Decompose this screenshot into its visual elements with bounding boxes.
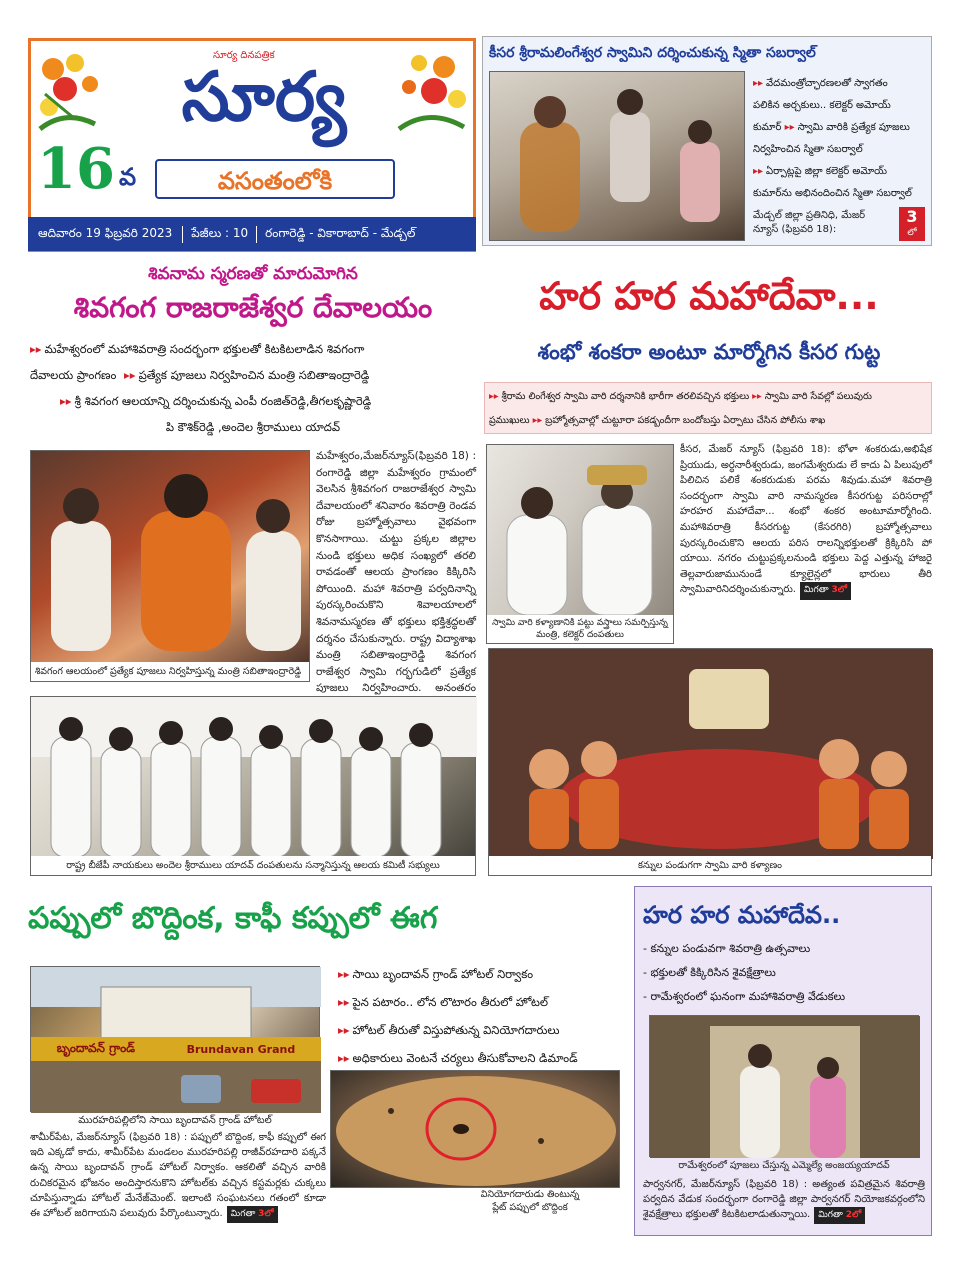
date-bar: [28, 217, 476, 251]
rameswaram-caption: రామేశ్వరంలో పూజలు చేస్తున్న ఎమ్మెల్యే అంజయ్యయాదవ్: [678, 1160, 890, 1171]
top-bullet: నిర్వహించిన స్మితా సబర్వాల్: [753, 144, 863, 155]
hara-side-body: పార్వనగర్, మేజర్‌న్యూస్ (ఫిబ్రవరి 18) : అత్యంత పవిత్రమైన శివరాత్రి పర్వదిన వేడుక సందర్భంగా రంగారెడ్డి జిల్లా పార్వనగర్ నియోజకవర్గంలోని శైవక్షేత్రాలు భక్తులతో కిటకిటలాడుతున్నాయి. మిగతా 2లో: [643, 1177, 925, 1233]
shivaganga-bullet: పి కౌశిక్‌రెడ్డి ,అందెల శ్రీరాములు యాదవ్: [165, 420, 341, 434]
hotel-sign-telugu: బృందావన్ గ్రాండ్: [56, 1040, 136, 1055]
hotel-body: శామీర్‌పేట, మేజర్‌న్యూస్ (ఫిబ్రవరి 18) : పప్పులో బొద్దింక, కాఫీ కప్పులో ఈగ ఇది ఎక్కడో కాదు, శామీర్‌పేట మండలం మురహరిపల్లి రాజీవ్‌రహదారి పక్కనే ఉన్న సాయి బృందావన్ గ్రాండ్ హోటల్ నిర్వాకం. ఆకలితో వచ్చిన వారికి రుచికరమైన భోజనం అందిస్తారనుకొని హోటల్‌కు వచ్చిన కస్టమర్లకు చుక్కలు చూపిస్తున్నాడు హోటల్ మేనేజ్‌మెంట్. ఇలాంటి సంఘటనలు గతంలో కూడా ఈ హోటల్ జరిగాయని పలువురు పేర్కొంటున్నారు. మిగతా 3లో: [30, 1130, 326, 1236]
hotel-photo: [30, 966, 320, 1112]
issue-date: ఆదివారం 19 ఫిబ్రవరి 2023: [38, 225, 173, 240]
hara-main-body: కీసర, మేజర్ న్యూస్ (ఫిబ్రవరి 18): భోళా శంకరుడు,అభిషేక ప్రియుడు, అర్ధనారీశ్వరుడు, జంగమేశ్వరుడు లే కాదు ఏ పిలుపులో పిలిచిన పలికే శంకరుడుకు పరమ శివుడు.మహా శివరాత్రి సందర్భంగా స్వామి వారి నామస్మరణ కీసరగుట్ట పరిసరాల్లో హరహర మహాదేవా... శంభో శంకర అంటూమార్మోగింది. మహాశివరాత్రి కీసరగుట్ట (కేసరగిరి) బ్రహ్మోత్సవాలు పురస్కరించుకొని ఆలయ పరిస రాలన్నిభక్తులతో క్రిక్కిరిసి పో యాయి. నగరం చుట్టుప్రక్కలనుండి భక్తులు పెద్ద ఎత్తున్న హాజరై తెల్లవారుజామునుండే క్యూలైన్లలో భారులు తీరి స్వామివారినిదర్శించుకున్నారు. మిగతా 3లో: [680, 442, 932, 642]
top-bullet: కుమార్‌ను అభినందించిన స్మితా సబర్వాల్: [753, 188, 912, 199]
hotel-bullets: [338, 960, 628, 1072]
hotel-bullet: ▸▸ సాయి బృందావన్ గ్రాండ్ హోటల్ నిర్వాకం: [338, 967, 534, 981]
top-bullet: కుమార్ ▸▸ స్వామి వారికి ప్రత్యేక పూజలు: [753, 122, 910, 133]
hotel-bullet: ▸▸ పైన పటారం.. లోన లొటారం తీరులో హోటల్: [338, 995, 548, 1009]
top-story-box: [482, 36, 932, 246]
shivaganga-kicker: శివనామ స్మరణతో మారుమోగిన: [148, 264, 358, 284]
anniversary-number: 16: [37, 136, 115, 202]
page-count: పేజీలు : 10: [182, 226, 257, 243]
masthead: [28, 38, 476, 252]
kalyanam-photo: [488, 648, 932, 876]
top-bullet: పలికిన అర్చకులు.. కలెక్టర్ అమోయ్: [753, 100, 891, 111]
edition-name: రంగారెడ్డి - వికారాబాద్ - మేడ్చల్: [265, 225, 416, 240]
hara-side-bullet: - కన్నుల పండువగా శివరాత్రి ఉత్సవాలు: [643, 942, 811, 955]
continued-badge: మిగతా 2లో: [814, 1207, 865, 1224]
plate-photo: [330, 1070, 620, 1188]
hara-side-bullet: - భక్తులతో కిక్కిరిసిన శైవక్షేత్రాలు: [643, 966, 776, 979]
shivaganga-bullet: దేవాలయ ప్రాంగణం ▸▸ ప్రత్యేక పూజలు నిర్వహించిన మంత్రి సబితాఇంద్రారెడ్డి: [30, 368, 370, 382]
continued-badge: మిగతా 3లో: [227, 1206, 278, 1223]
hotel-bullet: ▸▸ హోటల్ తీరుతో విస్తుపోతున్న వినియోగదారులు: [338, 1023, 560, 1037]
page-ref-number: 3: [906, 207, 918, 226]
hotel-sign: [31, 1037, 321, 1061]
shivaganga-headline: శివగంగ రాజరాజేశ్వర దేవాలయం: [73, 291, 433, 324]
top-story-page-ref: [899, 207, 925, 241]
hotel-headline: పప్పులో బొద్దింక, కాఫీ కప్పులో ఈగ: [28, 901, 438, 936]
hotel-sign-english: Brundavan Grand: [186, 1042, 296, 1056]
hara-bullet: ప్రముఖులు ▸▸ బ్రహ్మోత్సవాల్లో చుట్టూరా పకడ్బందీగా బందోబస్తు ఏర్పాటు చేసిన పోలీసు శాఖ: [489, 415, 826, 426]
kalyanam-caption: కన్నుల పండుగగా స్వామి వారి కళ్యాణం: [489, 856, 931, 875]
shivaganga-body: మహేశ్వరం,మేజర్‌న్యూస్(ఫిబ్రవరి 18) : రంగారెడ్డి జిల్లా మహేశ్వరం గ్రామంలో వెలసిన శ్రీశివగంగ రాజరాజేశ్వర స్వామి దేవాలయంలో శనివారం శివరాత్రి రెండవ రోజు బ్రహ్మోత్సవాలు వైభవంగా కొనసాగాయి. చుట్టు ప్రక్కల జిల్లాల నుండి భక్తులు అధిక సంఖ్యలో తరలి రావడంతో ఆలయ ప్రాంగణం కిక్కిరిసి పోయింది. మహా శివరాత్రి పర్వదినాన్ని పురస్కరించుకొని శివాలయాలలో శివనామస్మరణ తో భక్తులు భక్తిశ్రద్ధలతో దర్శనం చేసుకున్నారు. రాష్ట్ర విద్యాశాఖ మంత్రి సబితాఇంద్రారెడ్డి శివగంగ రాజేశ్వర స్వామి గర్భగుడిలో ప్రత్యేక పూజలు నిర్వహించారు. అనంతరం: [316, 448, 476, 684]
shivaganga-photo-caption: శివగంగ ఆలయంలో ప్రత్యేక పూజలు నిర్వహిస్తున్న మంత్రి సబితాఇంద్రారెడ్డి: [31, 662, 309, 681]
pattu-photo-caption: స్వామి వారి కళ్యాణానికి పట్టు వస్త్రాలు సమర్పిస్తున్న మంత్రి, కలెక్టర్ దంపతులు: [487, 615, 673, 643]
rameswaram-photo: [649, 1015, 919, 1157]
hara-main-headline: హర హర మహాదేవా...: [539, 274, 879, 318]
top-bullet: ▸▸ ఏర్పాట్లపై జిల్లా కలెక్టర్ అమోయ్: [753, 166, 888, 177]
smita-sabharwal-photo: [489, 71, 745, 241]
group-photo: [30, 696, 476, 876]
plate-caption-line: వినియోగదారుడు తింటున్న: [480, 1189, 580, 1200]
flower-decoration-left: [35, 49, 105, 139]
plate-caption-line: ప్లేట్ పప్పులో బొద్దింక: [492, 1202, 568, 1213]
hara-main-subheadline: శంభో శంకరా అంటూ మార్మోగిన కీసర గుట్ట: [537, 340, 881, 364]
masthead-logo: సూర్య: [181, 58, 347, 137]
anniversary-suffix: వ: [119, 163, 137, 191]
top-story-headline: కీసర శ్రీరామలింగేశ్వర స్వామిని దర్శించుకున్న స్మితా సబర్వాల్: [489, 45, 816, 61]
group-photo-caption: రాష్ట్ర బీజేపీ నాయకులు అందెల శ్రీరాములు యాదవ్ దంపతులను సన్మానిస్తున్న ఆలయ కమిటీ సభ్యులు: [31, 856, 475, 875]
top-bullet: ▸▸ వేదమంత్రోచ్ఛారణలతో స్వాగతం: [753, 78, 888, 89]
hara-side-bullet: - రామేశ్వరంలో ఘనంగా మహాశివరాత్రి వేడుకలు: [643, 990, 846, 1003]
continued-badge: మిగతా 3లో: [800, 582, 851, 600]
hotel-photo-caption: మురహరిపల్లిలోని సాయి బృందావన్ గ్రాండ్ హోటల్: [78, 1115, 272, 1126]
hotel-bullet: ▸▸ అధికారులు వెంటనే చర్యలు తీసుకోవాలని డిమాండ్: [338, 1051, 578, 1065]
hara-bullet: ▸▸ శ్రీరామ లింగేశ్వర స్వామి వారి దర్శనానికి భారీగా తరలివచ్చిన భక్తులు ▸▸ స్వామి వారి సేవల్లో పలువురు: [489, 391, 872, 402]
masthead-small-text: సూర్య దినపత్రిక: [213, 50, 275, 61]
hara-side-headline: హర హర మహాదేవ..: [643, 901, 841, 929]
anniversary-text: వసంతంలోకి: [155, 159, 395, 199]
hara-side-bullets: [643, 937, 925, 1009]
page-ref-suffix: లో: [907, 228, 917, 238]
top-story-bullets: [753, 73, 931, 205]
shivaganga-bullets: [30, 336, 476, 440]
hara-main-bullets: [484, 382, 932, 434]
hara-side-box: [634, 886, 932, 1236]
shivaganga-bullet: ▸▸ శ్రీ శివగంగ ఆలయాన్ని దర్శించుకున్న ఎంపీ రంజిత్‌రెడ్డి,తీగలకృష్ణారెడ్డి: [60, 394, 372, 408]
shivaganga-puja-photo: [30, 450, 310, 682]
flower-decoration-right: [389, 49, 469, 139]
top-story-dateline: మేడ్చల్ జిల్లా ప్రతినిధి, మేజర్ న్యూస్ (ఫిబ్రవరి 18):: [753, 210, 866, 235]
shivaganga-bullet: ▸▸ మహేశ్వరంలో మహాశివరాత్రి సందర్భంగా భక్తులతో కిటకిటలాడిన శివగంగా: [30, 342, 365, 356]
pattu-vastralu-photo: [486, 444, 674, 644]
plate-caption: [440, 1188, 620, 1214]
